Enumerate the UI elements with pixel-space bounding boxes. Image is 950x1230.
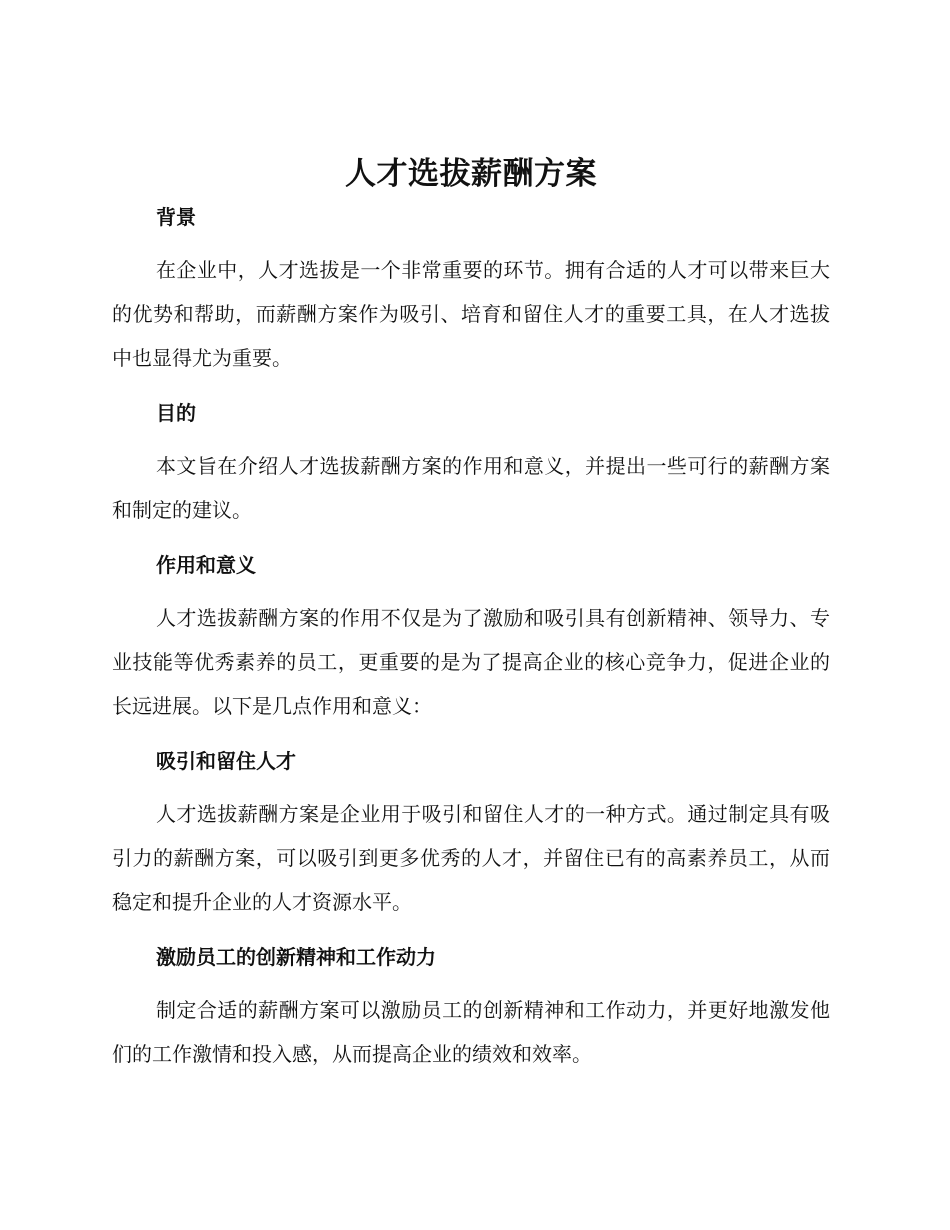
section-paragraph: 人才选拔薪酬方案的作用不仅是为了激励和吸引具有创新精神、领导力、专业技能等优秀素养的员工，更重要的是为了提高企业的核心竞争力，促进企业的长远进展。以下是几点作用和意义：	[112, 606, 830, 718]
section-background	[112, 202, 830, 380]
section-heading: 激励员工的创新精神和工作动力	[156, 945, 436, 969]
section-heading: 吸引和留住人才	[156, 749, 296, 773]
section-paragraph: 制定合适的薪酬方案可以激励员工的创新精神和工作动力，并更好地激发他们的工作激情和投入感，从而提高企业的绩效和效率。	[112, 998, 830, 1066]
section-paragraph: 人才选拔薪酬方案是企业用于吸引和留住人才的一种方式。通过制定具有吸引力的薪酬方案，可以吸引到更多优秀的人才，并留住已有的高素养员工，从而稳定和提升企业的人才资源水平。	[112, 802, 830, 914]
section-purpose	[112, 398, 830, 532]
document-page	[112, 146, 830, 1076]
section-heading: 背景	[156, 205, 196, 229]
section-role-and-meaning	[112, 550, 830, 728]
section-heading: 作用和意义	[156, 553, 256, 577]
section-paragraph: 本文旨在介绍人才选拔薪酬方案的作用和意义，并提出一些可行的薪酬方案和制定的建议。	[112, 454, 830, 522]
section-attract-and-retain	[112, 746, 830, 924]
section-motivate-employees	[112, 942, 830, 1076]
section-paragraph: 在企业中，人才选拔是一个非常重要的环节。拥有合适的人才可以带来巨大的优势和帮助，而薪酬方案作为吸引、培育和留住人才的重要工具，在人才选拔中也显得尤为重要。	[112, 258, 830, 370]
section-heading: 目的	[156, 401, 196, 425]
document-title: 人才选拔薪酬方案	[345, 156, 597, 192]
